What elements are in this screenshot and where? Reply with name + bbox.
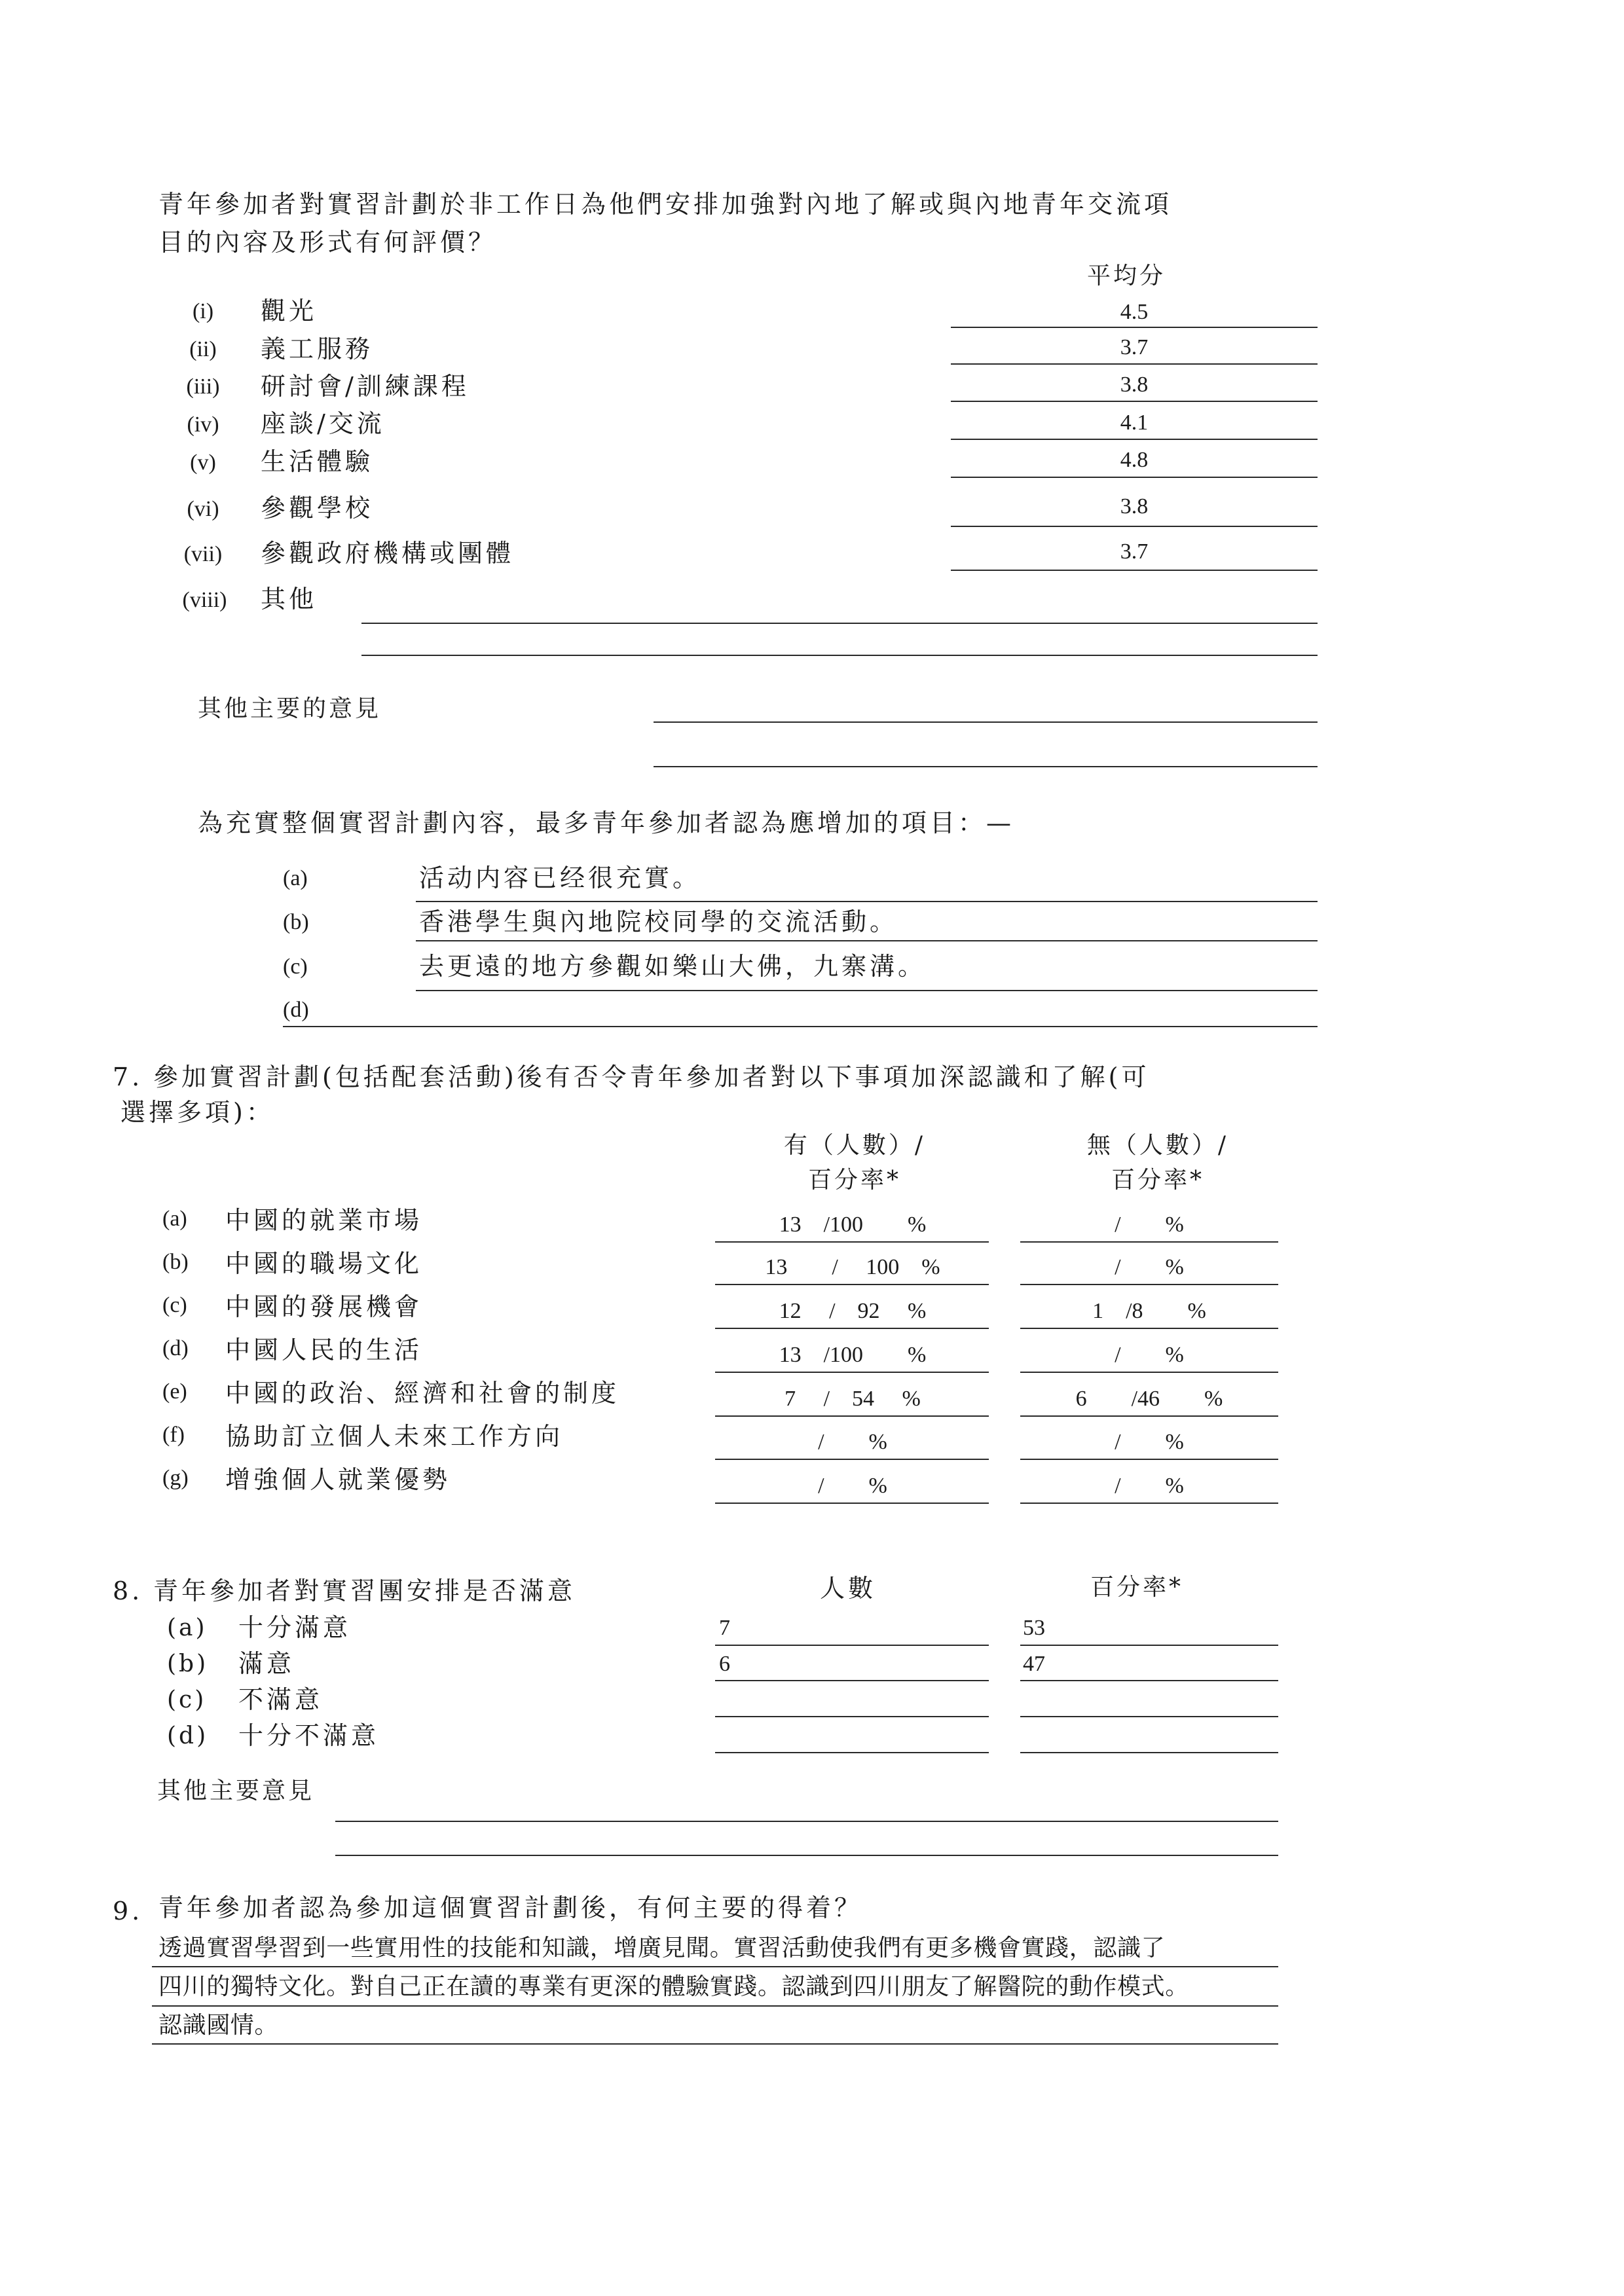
q7-no-value: 6 /46 %	[1075, 1387, 1223, 1411]
eval-item-label: 其他	[261, 585, 318, 613]
no-line	[1020, 1328, 1278, 1329]
add-item-line	[416, 901, 1318, 902]
eval-item-label: 參觀政府機構或團體	[261, 539, 515, 568]
eval-item-index: (iv)	[187, 412, 219, 437]
other-opinions-label: 其他主要的意見	[198, 695, 382, 722]
q8-other-label: 其他主要意見	[157, 1777, 315, 1804]
eval-item-label: 生活體驗	[261, 447, 374, 476]
q7-yes-value: 13 /100 %	[779, 1212, 927, 1237]
q7-row-index: (d)	[162, 1336, 189, 1360]
pct-line	[1020, 1752, 1278, 1753]
q7-row-label: 中國的就業市場	[225, 1206, 423, 1235]
q7-yes-value: 13 /100 %	[779, 1343, 927, 1367]
yes-line	[715, 1459, 989, 1460]
q9-question: 青年參加者認為參加這個實習計劃後，有何主要的得着？	[158, 1893, 863, 1922]
average-score-header: 平均分	[1087, 263, 1166, 289]
q7-row-label: 中國人民的生活	[225, 1336, 423, 1364]
q7-yes-value: / %	[818, 1474, 887, 1498]
q7-row-index: (e)	[162, 1379, 187, 1404]
q7-no-value: 1 /8 %	[1092, 1299, 1206, 1323]
q8-row-label: 滿意	[238, 1649, 295, 1678]
q7-row-label: 中國的發展機會	[225, 1292, 423, 1321]
eval-item-index: (vii)	[183, 542, 223, 566]
q7-number: 7.	[113, 1063, 143, 1091]
q6-question-line1: 青年參加者對實習計劃於非工作日為他們安排加強對內地了解或與內地青年交流項	[158, 190, 1173, 219]
score-line	[951, 363, 1318, 365]
add-item-line	[416, 990, 1318, 991]
eval-item-label: 座談/交流	[261, 409, 385, 438]
q8-row-index: (c)	[167, 1686, 207, 1713]
count-line	[715, 1680, 989, 1681]
count-line	[715, 1645, 989, 1646]
count-line	[715, 1716, 989, 1717]
no-header-line2: 百分率*	[1111, 1167, 1204, 1194]
q7-yes-value: 13 / 100 %	[765, 1255, 940, 1279]
q7-no-value: / %	[1115, 1430, 1184, 1454]
eval-item-index: (v)	[190, 450, 216, 475]
q7-yes-value: 12 / 92 %	[779, 1299, 927, 1323]
eval-item-score: 3.7	[1120, 539, 1149, 564]
q7-row-label: 協助訂立個人未來工作方向	[225, 1422, 564, 1451]
add-item-line	[416, 940, 1318, 941]
eval-item-label: 義工服務	[261, 335, 374, 363]
other-opinion-line	[335, 1821, 1278, 1822]
q8-row-index: (b)	[167, 1650, 209, 1677]
eval-item-label: 研討會/訓練課程	[261, 372, 470, 401]
q7-no-value: / %	[1115, 1474, 1184, 1498]
eval-item-score: 4.8	[1120, 448, 1149, 472]
eval-item-score: 3.8	[1120, 494, 1149, 519]
q9-answer-line2: 四川的獨特文化。對自己正在讀的專業有更深的體驗實踐。認識到四川朋友了解醫院的動作模式。	[158, 1973, 1189, 2000]
score-line	[951, 570, 1318, 571]
eval-item-index: (vi)	[187, 497, 219, 521]
q7-row-label: 中國的政治、經濟和社會的制度	[225, 1379, 620, 1408]
q8-row-label: 十分不滿意	[238, 1721, 380, 1750]
no-line	[1020, 1415, 1278, 1417]
pct-line	[1020, 1716, 1278, 1717]
pct-header: 百分率*	[1090, 1574, 1184, 1601]
no-line	[1020, 1284, 1278, 1285]
q7-row-index: (a)	[162, 1207, 187, 1231]
answer-line	[152, 2005, 1278, 2007]
q8-row-index: (a)	[167, 1614, 208, 1641]
add-item-index: (b)	[283, 910, 309, 934]
no-line	[1020, 1503, 1278, 1504]
q7-row-label: 增強個人就業優勢	[225, 1465, 451, 1494]
yes-line	[715, 1328, 989, 1329]
answer-line	[152, 1966, 1278, 1967]
yes-header-line1: 有（人數）/	[783, 1132, 926, 1159]
q7-no-value: / %	[1115, 1255, 1184, 1279]
add-item-text: 活动内容已经很充實。	[419, 864, 701, 892]
q8-number: 8.	[113, 1576, 143, 1605]
no-header-line1: 無（人數）/	[1086, 1132, 1229, 1159]
score-line	[951, 327, 1318, 328]
pct-line	[1020, 1680, 1278, 1681]
score-line	[951, 526, 1318, 527]
no-line	[1020, 1459, 1278, 1460]
q7-row-index: (c)	[162, 1293, 187, 1317]
q8-row-label: 十分滿意	[238, 1613, 352, 1642]
eval-item-score: 3.8	[1120, 373, 1149, 397]
q8-row-index: (d)	[167, 1722, 209, 1749]
answer-line	[152, 2043, 1278, 2045]
score-line	[951, 401, 1318, 402]
yes-header-line2: 百分率*	[807, 1167, 901, 1194]
eval-item-score: 4.1	[1120, 410, 1149, 435]
eval-item-index: (i)	[192, 299, 214, 323]
add-item-text: 去更遠的地方參觀如樂山大佛，九寨溝。	[419, 952, 927, 981]
count-header: 人數	[820, 1574, 877, 1603]
eval-item-score: 3.7	[1120, 335, 1149, 359]
yes-line	[715, 1503, 989, 1504]
other-item-line	[361, 623, 1318, 624]
q7-row-index: (b)	[162, 1250, 189, 1274]
other-item-line	[361, 655, 1318, 656]
q7-yes-value: / %	[818, 1430, 887, 1454]
opinion-line	[654, 721, 1318, 723]
other-opinion-line	[335, 1855, 1278, 1856]
yes-line	[715, 1415, 989, 1417]
add-item-index: (c)	[283, 955, 308, 979]
opinion-line	[654, 766, 1318, 767]
q8-pct: 47	[1023, 1652, 1045, 1676]
q8-pct: 53	[1023, 1616, 1045, 1640]
add-item-index: (a)	[283, 866, 308, 890]
no-line	[1020, 1372, 1278, 1373]
add-item-index: (d)	[283, 998, 309, 1022]
yes-line	[715, 1284, 989, 1285]
eval-item-label: 參觀學校	[261, 494, 374, 522]
q8-question: 青年參加者對實習團安排是否滿意	[153, 1576, 576, 1605]
eval-item-index: (viii)	[182, 588, 227, 612]
eval-item-score: 4.5	[1120, 300, 1149, 324]
no-line	[1020, 1241, 1278, 1243]
count-line	[715, 1752, 989, 1753]
q7-row-label: 中國的職場文化	[225, 1249, 423, 1278]
add-item-line	[283, 1026, 1318, 1027]
q8-count: 7	[719, 1616, 730, 1640]
q9-answer-line3: 認識國情。	[158, 2012, 279, 2039]
q7-row-index: (g)	[162, 1466, 189, 1490]
q7-no-value: / %	[1115, 1343, 1184, 1367]
yes-line	[715, 1241, 989, 1243]
score-line	[951, 439, 1318, 440]
pct-line	[1020, 1645, 1278, 1646]
q7-yes-value: 7 / 54 %	[784, 1387, 921, 1411]
q6-add-question: 為充實整個實習計劃內容，最多青年參加者認為應增加的項目：—	[198, 809, 1015, 837]
q6-question-line2: 目的內容及形式有何評價？	[158, 228, 497, 257]
q7-row-index: (f)	[162, 1423, 185, 1447]
q9-answer-line1: 透過實習學習到一些實用性的技能和知識，增廣見聞。實習活動使我們有更多機會實踐，認識了	[158, 1935, 1166, 1961]
q7-no-value: / %	[1115, 1212, 1184, 1237]
eval-item-index: (iii)	[186, 374, 220, 399]
q9-number: 9.	[113, 1897, 143, 1925]
q7-question-line2: 選擇多項)：	[120, 1098, 274, 1127]
eval-item-label: 觀光	[261, 297, 318, 325]
add-item-text: 香港學生與內地院校同學的交流活動。	[419, 907, 898, 936]
yes-line	[715, 1372, 989, 1373]
q8-count: 6	[719, 1652, 730, 1676]
q8-row-label: 不滿意	[238, 1685, 323, 1714]
q7-question-line1: 參加實習計劃(包括配套活動)後有否令青年參加者對以下事項加深認識和了解(可	[153, 1063, 1150, 1091]
score-line	[951, 477, 1318, 478]
eval-item-index: (ii)	[189, 337, 217, 361]
